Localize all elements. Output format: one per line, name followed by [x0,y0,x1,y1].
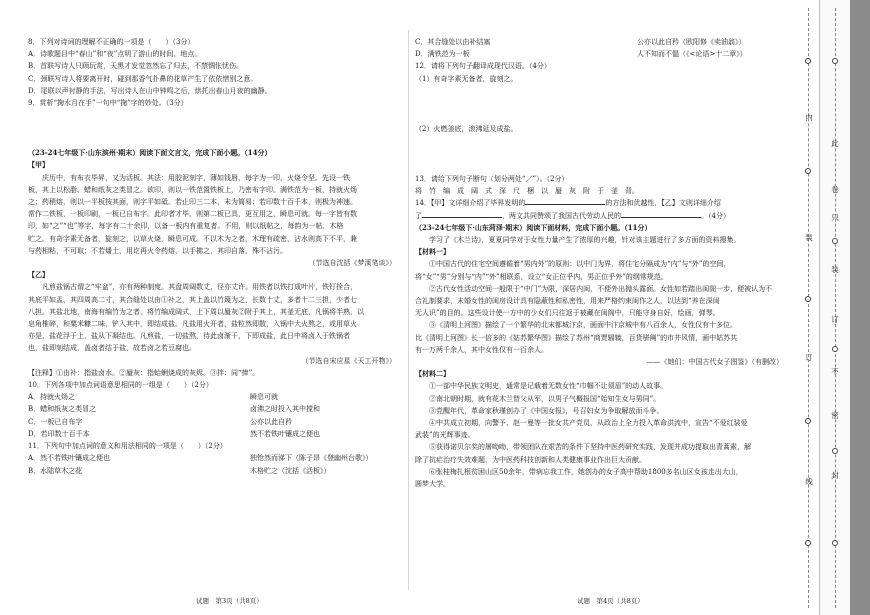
material1-line: ①中国古代的住宅空间遵循着“男内外”的原则：以中门为界，将住宅分隔成为“内”与“外”的空间， [429,260,731,269]
binding-outer-strip [798,0,820,615]
passage-jia-line: 庆历中，有布衣毕昇，又为活板。其法：用胶泥刻字，薄如钱唇，每字为一印，火烧令坚。先设一铁 [42,173,350,182]
circle-mark-icon [832,238,838,244]
q10-option-pair: 卤沸之时投入其中搅和 [250,405,320,414]
q10-option-pair: 然不若铁叶镶成之便也 [250,429,320,438]
q11-option-text: B．水陆草木之花 [28,466,83,475]
passage-jia-line: 印，如“之”“也”等字，每字有二十余印，以备一板内有重复者。不用，则以纸帖之，每韵为一帖，木格 [28,222,344,231]
material1-line: 无人识”的目的。这些设计使一方中的少女们只往返于被藏在闺阁中，只能守身自好，绘画，弹琴。 [415,309,720,318]
binding-info-strip [850,0,870,615]
material2-line: 圆梦大学。 [415,480,450,489]
circle-mark-icon [832,540,838,546]
q10-option-row [28,391,400,403]
material2-label: 【材料二】 [415,369,450,379]
answer-blank[interactable] [422,210,502,218]
q14-text: 的方法和优越性，【乙】文则详细介绍 [605,199,721,208]
circle-mark-icon [805,418,811,424]
q10-stem: 10．下列各项中加点词语意思相同的一组是（ ）（2分） [28,381,213,390]
answer-blank[interactable] [621,210,701,218]
material2-line: ⑥张桂梅扎根贫困山区50余年，带病忘我工作，她创办的女子高中帮助1800多名山区女孩走出大山， [429,467,743,476]
left-page-column [28,36,400,477]
material1-line: ③《清明上河图》描绘了一个繁华的北宋都城汴京，画面中汴京城中有八百余人，女性仅有十多位。 [429,321,737,330]
material2-line: ④中共成立初期，向警予、赵一曼等一批女共产党员，从政治上全力投入革命洪流中，宣告“不爱红装爱 [429,419,748,428]
answer-space [415,161,787,173]
seal-line [835,8,836,608]
q12-item-2: （2）火燃釜底，滚沸延及成盐。 [415,124,518,133]
q8-option-b: B．首联写诗人只顾玩赏，天黑才发觉忽然忘了归去，不禁惆怅忧伤。 [28,62,244,71]
annotation-notes: 【注释】①由补：指盐卤水。②蜃灰：指蛤蜊烧成的灰烬。③拌：同“捧”。 [28,368,260,377]
material2-line: ③党醒年代，革命家秋瑾创办了《中国女报》，号召妇女为争取解放而斗争。 [429,406,664,415]
material1-line: 比《清明上河图》长一倍多的《姑苏繁华图》描绘了苏州“商贾辐辏，百货骈阗”的市井风情，画中姑苏共 [415,333,738,342]
passage-yi-line: 凡煎盐锅古谓之“牢盆”，亦有两种制度。其盘周阔数丈，径亦丈许。用铁者以铁打成叶片，铁钉拴合， [42,283,358,292]
circle-mark-icon [832,346,838,352]
q10-option-pair: 瞬息可就 [250,393,278,402]
material2-line: 武装”的光辉事迹。 [415,431,475,440]
q11-option-text: A．然不若铁叶镶成之便也 [28,454,111,463]
page-number-left: 试题 第3页（共8页） [196,597,263,605]
q11-stem: 11．下列句中加点词的意义和用法相同的一项是（ ）（2分） [28,442,227,451]
answer-space [415,85,787,111]
material1-line: 有一万两千余人，其中女性仅有一百余人。 [415,345,548,354]
q11-option-pair: 木格贮之（沈括《活板》） [250,466,331,475]
q11-option-text: C．其合缝处以由补结塞 [415,38,491,46]
q13-stem: 13．请给下列句子断句（划分两处“／”）。（2分） [415,175,569,184]
q12-stem: 12．请将下列句子翻译成现代汉语。（4分） [415,62,551,71]
binding-char: 此 [831,139,839,148]
circle-mark-icon [832,58,838,64]
material1-source: ——《她们：中国古代女子图鉴》（有删改） [646,358,783,367]
passage-yi-source: （节选自宋应星《天工开物》） [301,356,396,365]
q11-option-text: D．满铁范为一板 [415,50,470,59]
passage-jia-label: 【甲】 [28,160,49,170]
passage-jia-source: （节选自沈括《梦溪笔谈》） [308,259,396,268]
passage-jia-line: 之；药稍熔，则以一平板按其面，则字平如砥。若止印三二本，未为简易；若印数十百千本，则极为神速。 [28,198,357,207]
q14-line-1 [415,197,787,209]
binding-char: 不 [831,367,839,376]
material1-line: ②古代女性活动空间一般限于“中门”为限，深居内闺，不便外出抛头露面。女性如若踏出闺阁一步，便被认为不 [429,284,773,293]
passage-jia-line: 常作二铁板，一板印刷，一板已自布字。此印者才毕，则第二板已具，更互用之，瞬息可就。每一字皆有数 [28,210,357,219]
q10-option-text: A．持就火炀之 [28,393,76,402]
binding-char: 密 [831,411,839,420]
q11-option-pair: 独怆然而涕下（陈子昂《登幽州台歌》） [250,454,373,463]
passage-jia-line: 贮之。有奇字素无备者，旋刻之，以草火烧，瞬息可成。不以木为之者，木理有疏密，沾水则高下不平，兼 [28,234,357,243]
binding-char: 只 [831,213,839,222]
material1-line: 合礼制要求，未婚女性的闺房设计具有隐蔽性和私密性，用来严格约束闺作之人，以达到“养在深闺 [415,297,720,306]
q10-option-text: D．若印数十百千本 [28,429,90,438]
circle-mark-icon [805,540,811,546]
binding-char: 卷 [831,185,839,194]
q10-option-text: B．蜡和纸灰之类冒之 [28,405,97,414]
q8-option-a: A．诗歌题目中“春山”和“夜”点明了游山的时间、地点。 [28,50,202,59]
q11-option-pair: 人不知而不愠（《<论语>十二章》） [637,50,747,59]
circle-mark-icon [805,296,811,302]
page-divider [408,30,409,590]
passage-yi-line: 也，盐即刻结成，盖卤者结于盐，故若卤之若豆腐也。 [28,344,196,353]
material1-label: 【材料一】 [415,247,450,257]
circle-mark-icon [805,58,811,64]
material2-line: ①一部中华民族文明史，通常是记载着无数女性“巾帼不让须眉”的动人故事。 [429,382,668,391]
q10-option-pair: 公亦以此自矜 [250,417,292,426]
passage-jia-line: 与药相粘，不可取；不若燔土，用讫再火令药熔，以手拂之，其印自落，殊不沾污。 [28,246,287,255]
answer-space [415,111,787,123]
q14-text: 了 [415,211,422,220]
q10-option-text: C．一板已自布字 [28,417,83,426]
section-title-materials: （23-24七年级下·山东菏泽·期末）阅读下面材料，完成下面小题。（11分） [415,222,652,232]
materials-intro: 学习了《木兰诗》，夏夏同学对于女性力量产生了浓厚的兴趣，针对该主题进行了多方面的资料搜集。 [429,236,741,245]
q8-stem: 8．下列对诗词的理解不正确的一项是（ ）（3分） [28,38,195,46]
passage-yi-line: 八担。其盐北地，南海有编竹为之者，将竹编成阔式，上下周以蜃灰②附于其上，其釜无底，凡锅将半熟，以 [28,307,364,316]
circle-mark-icon [832,448,838,454]
binding-char: 订 [831,315,839,324]
q8-option-c: C．颈联写诗人将要离开时，碰到那香气扑鼻的花草产生了依依惜别之意。 [28,74,258,83]
q10-option-row [28,428,400,440]
binding-char: 装 [805,233,813,242]
q11-option-row [415,48,787,60]
material2-line: 除了抗疟治疗失效难题，为中医药科技创新和人类健康事业作出巨大贡献。 [415,455,646,464]
passage-jia-line: 板，其上以松脂、蜡和纸灰之类冒之。欲印，则以一铁范置铁板上，乃密布字印。满铁范为一板，持就火炀 [28,185,357,194]
binding-char: 订 [805,353,813,362]
material1-line: 将“女”“男”分别与“内”“外”相联系，设立“女正位乎内，男正位乎外”的纲常规范。 [415,272,668,281]
binding-middle-strip [820,0,850,615]
answer-space [28,109,400,135]
binding-char: 封 [831,471,839,480]
q13-sentence: 将 竹 编 成 阔 式 深 尺 梱 以 蜃 灰 附 于 釜 背。 [415,187,639,196]
q9-stem: 9．赏析“掬水月在手”一句中“掬”字的妙处。（3分） [28,99,188,108]
q12-item-1: （1）有奇字素无备者，旋刻之。 [415,74,518,83]
q14-text: 。（4分） [701,211,730,220]
material2-line: ②南北朝时期，就有花木兰替父从军，以男子气概报国“始知生女与男同”。 [429,394,661,403]
q11-option-pair: 公亦以此自矜（欧阳修《卖油翁》） [637,38,746,46]
binding-char: 内 [805,113,813,122]
binding-char: 线 [805,477,813,486]
passage-yi-line: 皂角椎碎，和粟米糠二味，铲入其中，即结成盐。凡盐用火开者，盐粒然即散，入锅中大火熬之，或用草火 [28,320,357,329]
answer-blank[interactable] [525,197,605,205]
q14-line-2 [415,210,787,222]
answer-space [415,135,787,161]
section-title-classical: （23-24七年级下·山东滨州·期末）阅读下面文言文，完成下面小题。（14分） [28,148,272,158]
q10-option-row [28,416,400,428]
q14-text: ，两文共同赞颂了我国古代劳动人民的 [502,211,621,220]
q10-option-row [28,403,400,415]
passage-yi-label: 【乙】 [28,270,49,280]
answer-space [28,135,400,147]
q11-option-row [415,36,787,48]
circle-mark-icon [805,168,811,174]
cut-line [808,8,809,608]
material2-line: ⑤获得诺贝尔奖的屠呦呦，带领团队在艰苦的条件下坚持中医药研究实践，发现并成功提取出青蒿素，解 [429,443,751,452]
q11-option-row [28,452,400,464]
q11-option-row [28,465,400,477]
right-page-column [415,36,787,490]
passage-yi-line: 其底平如盂，其四周高二寸，其合缝处以由①补之，其上盖以竹篾为之，长数十丈，多者十二三担，少者七 [28,295,357,304]
binding-margin [798,0,870,615]
passage-yi-line: 亦是，盐花浮于上，盐从下凝结也。凡煎盐，一切盐熬，待此卤渐干，下即成盐，此日中将卤入于铁锅者 [28,332,350,341]
q8-option-d: D．尾联以声衬静的手法，写出诗人在山中钟鸣之后，烘托出春山月夜的幽静。 [28,86,272,95]
page-number-right: 试题 第4页（共8页） [577,597,644,605]
binding-char: 装 [831,265,839,274]
q14-text: 14．【甲】文详细介绍了毕昇发明的 [415,199,526,208]
